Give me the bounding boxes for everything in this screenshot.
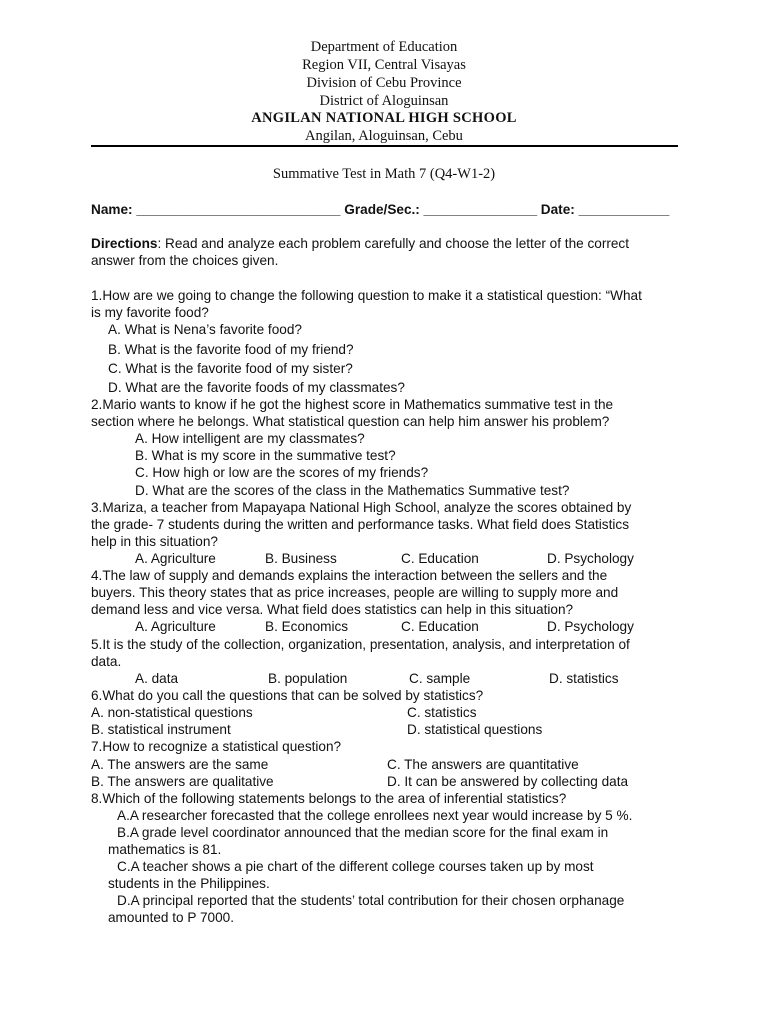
q3-choice-c: C. Education bbox=[401, 551, 479, 566]
grade-label: Grade/Sec.: bbox=[344, 202, 420, 217]
q1-choice-b: B. What is the favorite food of my friend? bbox=[108, 342, 354, 357]
name-blank: ___________________________ bbox=[136, 202, 341, 217]
q2-choice-d: D. What are the scores of the class in the Mathematics Summative test? bbox=[135, 483, 570, 498]
grade-blank: _______________ bbox=[423, 202, 538, 217]
q3-text-1: 3.Mariza, a teacher from Mapayapa National High School, analyze the scores obtained by bbox=[91, 500, 632, 515]
q8-text-1: 8.Which of the following statements belongs to the area of inferential statistics? bbox=[91, 791, 567, 806]
q3-choice-b: B. Business bbox=[265, 551, 337, 566]
q3-text-2: the grade- 7 students during the written and performance tasks. What field does Statistics bbox=[91, 517, 629, 532]
q7-choice-c: C. The answers are quantitative bbox=[387, 757, 579, 772]
q8-choice-c-2: students in the Philippines. bbox=[108, 876, 270, 891]
q5-text-2: data. bbox=[91, 654, 122, 669]
q5-text-1: 5.It is the study of the collection, organization, presentation, analysis, and interpretation of bbox=[91, 637, 630, 652]
q2-text-1: 2.Mario wants to know if he got the highest score in Mathematics summative test in the bbox=[91, 397, 614, 412]
department-heading: Department of Education bbox=[310, 39, 458, 55]
directions-line-1 bbox=[91, 235, 629, 252]
division-heading: Division of Cebu Province bbox=[306, 75, 462, 91]
test-title: Summative Test in Math 7 (Q4-W1-2) bbox=[272, 166, 496, 182]
q4-text-1: 4.The law of supply and demands explains the interaction between the sellers and the bbox=[91, 568, 608, 583]
q6-text-1: 6.What do you call the questions that can be solved by statistics? bbox=[91, 688, 484, 703]
q7-choice-a: A. The answers are the same bbox=[91, 757, 269, 772]
directions-text: : Read and analyze each problem carefully and choose the letter of the correct bbox=[157, 236, 630, 251]
q8-choice-d-1: D.A principal reported that the students’ total contribution for their chosen orphanage bbox=[117, 893, 625, 908]
q8-choice-b-1: B.A grade level coordinator announced that the median score for the final exam in bbox=[117, 825, 609, 840]
q8-choice-b-2: mathematics is 81. bbox=[108, 842, 222, 857]
region-heading: Region VII, Central Visayas bbox=[302, 57, 466, 73]
q6-choice-a: A. non-statistical questions bbox=[91, 705, 253, 720]
q4-choice-a: A. Agriculture bbox=[135, 619, 216, 634]
q7-choice-d: D. It can be answered by collecting data bbox=[387, 774, 629, 789]
q8-choice-c-1: C.A teacher shows a pie chart of the different college courses taken up by most bbox=[117, 859, 594, 874]
directions-label: Directions bbox=[91, 236, 158, 251]
q3-text-3: help in this situation? bbox=[91, 534, 218, 549]
q8-choice-a: A.A researcher forecasted that the college enrollees next year would increase by 5 %. bbox=[117, 808, 633, 823]
q2-choice-a: A. How intelligent are my classmates? bbox=[135, 431, 365, 446]
q5-choice-d: D. statistics bbox=[549, 671, 619, 686]
q5-choice-c: C. sample bbox=[409, 671, 471, 686]
q7-choice-b: B. The answers are qualitative bbox=[91, 774, 274, 789]
q4-text-2: buyers. This theory states that as price increases, people are willing to supply more and bbox=[91, 585, 619, 600]
q6-choice-b: B. statistical instrument bbox=[91, 722, 231, 737]
q7-text-1: 7.How to recognize a statistical question? bbox=[91, 739, 342, 754]
school-name: ANGILAN NATIONAL HIGH SCHOOL bbox=[251, 110, 517, 126]
q2-choice-c: C. How high or low are the scores of my friends? bbox=[135, 465, 429, 480]
q5-choice-b: B. population bbox=[268, 671, 348, 686]
q3-choice-a: A. Agriculture bbox=[135, 551, 216, 566]
info-line bbox=[91, 201, 669, 218]
q2-choice-b: B. What is my score in the summative test? bbox=[135, 448, 396, 463]
q3-choice-d: D. Psychology bbox=[547, 551, 634, 566]
name-label: Name: bbox=[91, 202, 133, 217]
q1-text-2: is my favorite food? bbox=[91, 305, 209, 320]
district-heading: District of Aloguinsan bbox=[319, 93, 449, 109]
q6-choice-c: C. statistics bbox=[407, 705, 477, 720]
date-blank: ____________ bbox=[578, 202, 670, 217]
q4-choice-d: D. Psychology bbox=[547, 619, 634, 634]
date-label: Date: bbox=[540, 202, 575, 217]
directions-line-2: answer from the choices given. bbox=[91, 253, 279, 268]
school-address: Angilan, Aloguinsan, Cebu bbox=[305, 128, 463, 144]
q4-choice-c: C. Education bbox=[401, 619, 479, 634]
q4-text-3: demand less and vice versa. What field does statistics can help in this situation? bbox=[91, 602, 574, 617]
q4-choice-b: B. Economics bbox=[265, 619, 349, 634]
q2-text-2: section where he belongs. What statistical question can help him answer his problem? bbox=[91, 414, 610, 429]
q1-choice-d: D. What are the favorite foods of my classmates? bbox=[108, 380, 405, 395]
header-divider bbox=[91, 145, 678, 147]
q1-text-1: 1.How are we going to change the following question to make it a statistical question: “What bbox=[91, 288, 642, 303]
q8-choice-d-2: amounted to P 7000. bbox=[108, 910, 234, 925]
q6-choice-d: D. statistical questions bbox=[407, 722, 543, 737]
q1-choice-a: A. What is Nena’s favorite food? bbox=[108, 322, 302, 337]
q5-choice-a: A. data bbox=[135, 671, 179, 686]
q1-choice-c: C. What is the favorite food of my sister? bbox=[108, 361, 353, 376]
